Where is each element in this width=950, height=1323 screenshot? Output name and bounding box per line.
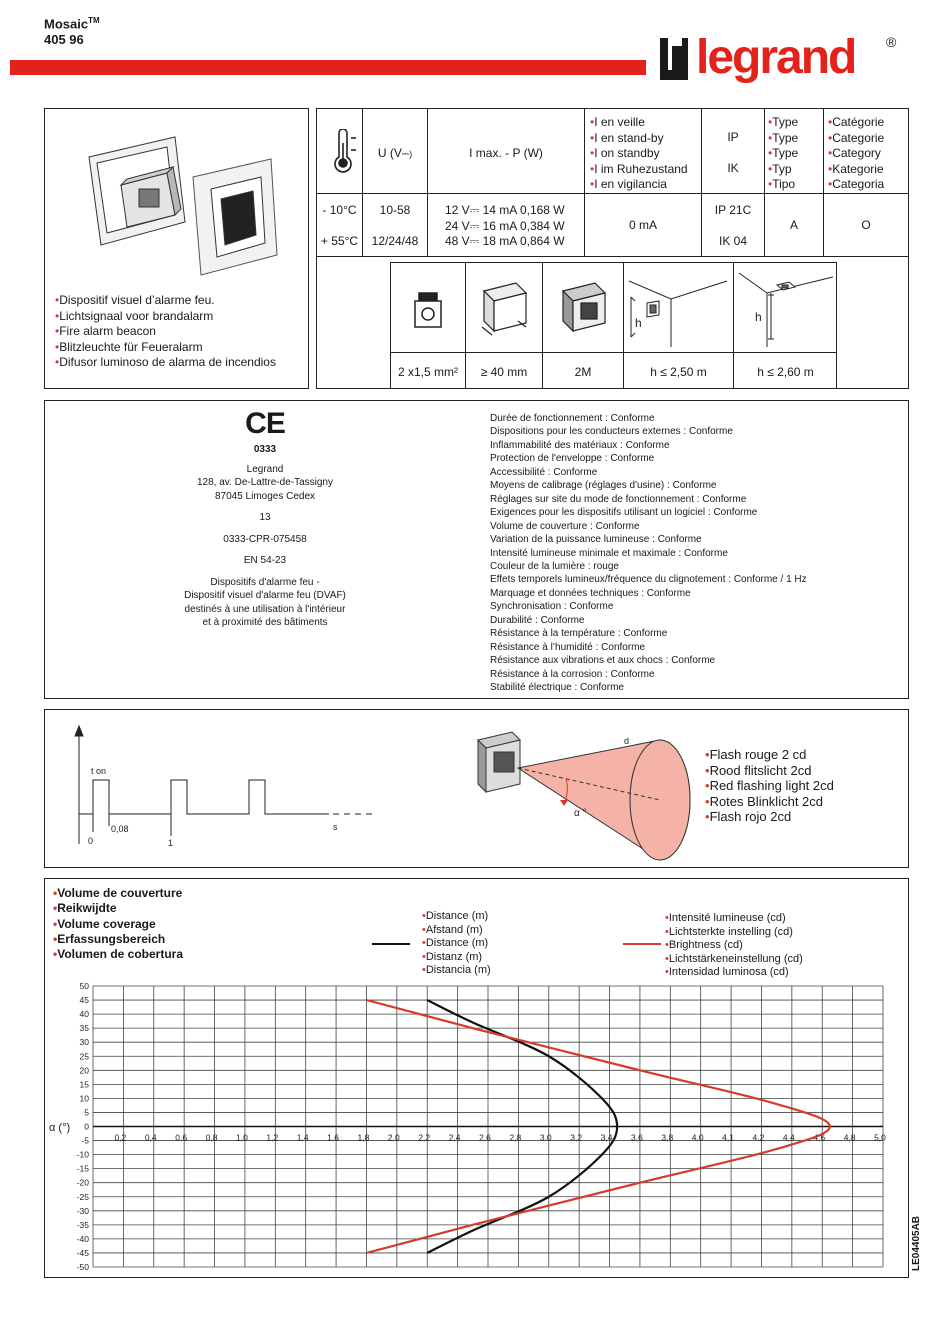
x-tick-label: 2,4 [448, 1132, 461, 1143]
ik-value: IK 04 [718, 234, 748, 248]
legend-entry: • Lichtstärkeneinstellung (cd) [665, 953, 803, 967]
terminal-icon [413, 291, 443, 329]
flash-label: • Flash rouge 2 cd [705, 747, 834, 763]
notified-body: 0333 [253, 444, 277, 455]
certificate-number: 0333-CPR-075458 [223, 533, 307, 545]
y-tick-label: 10 [79, 1093, 89, 1104]
characteristic-item: Moyens de calibrage (réglages d'usine) : Conforme [490, 480, 717, 492]
x-tick-label: 2,6 [479, 1132, 491, 1143]
voltage-header-text: U (V [377, 146, 402, 160]
certification-left [155, 443, 375, 630]
legend-entry: • Distance (m) [422, 937, 491, 951]
type-label: • Type [768, 146, 798, 162]
y-tick-label: -10 [76, 1149, 89, 1160]
characteristic-item: Dispositions pour les conducteurs externes : Conforme [490, 426, 733, 438]
x-tick-label: 1,0 [236, 1132, 248, 1143]
legend-entry: • Intensidad luminosa (cd) [665, 966, 803, 980]
y-tick-label: 25 [79, 1051, 89, 1062]
coverage-title: • Volume de couverture [53, 886, 183, 901]
legend-entry: • Distancia (m) [422, 964, 491, 978]
x-tick-label: 1,6 [327, 1132, 339, 1143]
install-modules: 2M [574, 365, 592, 379]
characteristic-item: Effets temporels lumineux/fréquence du clignotement : Conforme / 1 Hz [490, 574, 807, 586]
voltage-range: 10-58 [379, 203, 411, 217]
type-label: • Tipo [768, 177, 798, 193]
flash-label: • Rotes Blinklicht 2cd [705, 794, 834, 810]
type-value: A [789, 218, 798, 232]
y-tick-label: 30 [79, 1037, 89, 1048]
y-tick-label: 0 [84, 1121, 89, 1132]
install-wall-height: h ≤ 2,50 m [650, 365, 707, 379]
y-tick-label: 20 [79, 1065, 89, 1076]
flash-box [44, 709, 909, 868]
category-label: • Category [828, 146, 884, 162]
x-tick-label: 1,4 [296, 1132, 309, 1143]
y-tick-label: -5 [81, 1135, 89, 1146]
standby-label: • I en veille [590, 115, 688, 131]
x-tick-label: 0,8 [205, 1132, 218, 1143]
certification-box [44, 400, 909, 699]
category-labels [828, 115, 884, 193]
type-label: • Type [768, 115, 798, 131]
x-tick-label: 1,2 [266, 1132, 279, 1143]
current-row: 12 V⎓ 14 mA 0,168 W [445, 203, 565, 217]
x-tick-label: 4,0 [691, 1132, 704, 1143]
category-label: • Categoria [828, 177, 884, 193]
standby-label: • I en vigilancia [590, 177, 688, 193]
col-divider [584, 109, 585, 256]
install-table [390, 262, 837, 389]
header-red-bar [10, 60, 646, 75]
x-tick-label: 3,4 [600, 1132, 613, 1143]
registered-mark: ® [886, 34, 897, 50]
distance-label: d [624, 736, 630, 746]
intended-use-line: Dispositifs d'alarme feu - [210, 576, 320, 588]
timing-diagram [63, 722, 403, 857]
document-code: LE04405AB [911, 1215, 922, 1271]
characteristic-item: Intensité lumineuse minimale et maximale : Conforme [490, 547, 728, 559]
category-label: • Catégorie [828, 115, 884, 131]
y-tick-label: 50 [79, 981, 89, 991]
current-row: 24 V⎓ 16 mA 0,384 W [445, 218, 565, 233]
thermometer-icon [331, 129, 357, 177]
y-tick-label: 35 [79, 1023, 89, 1034]
alpha-axis-label: α (°) [49, 1122, 71, 1134]
x-tick-label: 0,6 [175, 1132, 188, 1143]
wall-mount-icon [627, 271, 731, 347]
characteristic-item: Résistance à la température : Conforme [490, 628, 668, 640]
x-tick-label: 3,6 [631, 1132, 643, 1143]
standby-label: • I on standby [590, 146, 688, 162]
ip-label: IP [727, 130, 739, 144]
y-tick-label: -35 [76, 1219, 89, 1230]
current-rows [445, 203, 565, 250]
product-title [44, 13, 100, 48]
x-tick-label: 4,6 [813, 1132, 826, 1143]
type-label: • Type [768, 131, 798, 147]
col-divider [823, 109, 824, 256]
pulse-waveform [79, 780, 329, 814]
standby-label: • I en stand-by [590, 131, 688, 147]
characteristic-item: Résistance à l’humidité : Conforme [490, 641, 646, 653]
type-labels [768, 115, 798, 193]
x-tick-label: 5,0 [874, 1132, 886, 1143]
x-tick-label: 3,0 [539, 1132, 552, 1143]
coverage-box [44, 878, 909, 1278]
coverage-title: • Reikwijdte [53, 901, 183, 916]
coverage-title: • Volumen de cobertura [53, 947, 183, 962]
voltage-steps: 12/24/48 [371, 234, 419, 248]
coverage-title: • Erfassungsbereich [53, 932, 183, 947]
module-icon [559, 277, 609, 337]
standby-label: • I im Ruhezustand [590, 162, 688, 178]
spec-table [316, 108, 909, 389]
flash-label: • Flash rojo 2cd [705, 809, 834, 825]
flash-label: • Red flashing light 2cd [705, 778, 834, 794]
description-de: • Blitzleuchte für Feueralarm [55, 340, 276, 356]
ceiling-mount-icon [737, 269, 835, 349]
angle-label: α ° [574, 808, 587, 819]
temp-max: + 55°C [320, 234, 359, 248]
x-tick-label: 3,8 [661, 1132, 674, 1143]
x-tick-label: 4,8 [843, 1132, 856, 1143]
characteristic-item: Variation de la puissance lumineuse : Conforme [490, 534, 702, 546]
y-tick-label: -30 [76, 1205, 89, 1216]
x-tick-label: 3,2 [570, 1132, 583, 1143]
y-tick-label: -45 [76, 1247, 89, 1258]
characteristic-item: Résistance aux vibrations et aux chocs : Conforme [490, 655, 716, 667]
legend-entry: • Brightness (cd) [665, 939, 803, 953]
install-ceiling-height: h ≤ 2,60 m [757, 365, 814, 379]
x-tick-label: 2,2 [418, 1132, 431, 1143]
product-illustration [75, 127, 285, 297]
voltage-unit: ⎓) [401, 149, 413, 159]
one-label: 1 [168, 838, 174, 848]
characteristic-item: Stabilité électrique : Conforme [490, 682, 624, 694]
col-divider [764, 109, 765, 256]
product-reference: 405 96 [44, 32, 84, 48]
flash-label: • Rood flitslicht 2cd [705, 763, 834, 779]
x-tick-label: 2,0 [387, 1132, 400, 1143]
type-label: • Typ [768, 162, 798, 178]
row-divider [317, 256, 908, 257]
imax-header: I max. - P (W) [469, 146, 543, 160]
standby-labels [590, 115, 688, 193]
x-tick-label: 1,8 [357, 1132, 370, 1143]
y-tick-label: -25 [76, 1191, 89, 1202]
address-line-1: 128, av. De-Lattre-de-Tassigny [197, 477, 333, 488]
col-divider [427, 109, 428, 256]
duration-label: 0,08 [111, 824, 129, 834]
characteristics-list [490, 412, 807, 695]
temp-min: - 10°C [322, 203, 357, 217]
product-name: Mosaic [44, 16, 89, 32]
characteristic-item: Volume de couverture : Conforme [490, 520, 640, 532]
y-tick-label: 5 [84, 1107, 89, 1118]
x-tick-label: 2,8 [509, 1132, 522, 1143]
x-tick-label: 4,1 [722, 1132, 734, 1143]
product-box [44, 108, 309, 389]
characteristic-item: Protection de l'enveloppe : Conforme [490, 453, 655, 465]
row-divider [317, 193, 908, 194]
characteristic-item: Durée de fonctionnement : Conforme [490, 413, 655, 424]
ik-label: IK [727, 161, 739, 175]
characteristic-item: Couleur de la lumière : rouge [490, 560, 619, 572]
x-tick-label: 0,2 [114, 1132, 127, 1143]
category-value: O [861, 218, 871, 232]
seconds-label: s [333, 822, 338, 832]
legend-entry: • Afstand (m) [422, 924, 491, 938]
intended-use-line: destinés à une utilisation à l'intérieur [184, 603, 346, 615]
y-tick-label: -40 [76, 1233, 89, 1244]
y-tick-label: -15 [76, 1163, 89, 1174]
characteristic-item: Durabilité : Conforme [490, 614, 585, 626]
trademark: TM [88, 16, 100, 25]
x-tick-label: 4,2 [752, 1132, 765, 1143]
characteristic-item: Synchronisation : Conforme [490, 601, 614, 613]
current-row: 48 V⎓ 18 mA 0,864 W [445, 234, 565, 248]
ce-mark: CE [245, 407, 285, 440]
y-tick-label: 15 [79, 1079, 89, 1090]
row-divider [391, 352, 836, 353]
category-label: • Categorie [828, 131, 884, 147]
description-en: • Fire alarm beacon [55, 324, 276, 340]
height-marker: h [755, 310, 762, 324]
y-tick-label: 45 [79, 995, 89, 1006]
standby-value: 0 mA [628, 218, 657, 232]
x-tick-label: 4,4 [782, 1132, 795, 1143]
legend-entry: • Intensité lumineuse (cd) [665, 912, 803, 926]
standard: EN 54-23 [243, 555, 287, 566]
t-on-label: t on [91, 766, 107, 776]
category-label: • Kategorie [828, 162, 884, 178]
ip-value: IP 21C [714, 203, 752, 217]
legend-entry: • Distance (m) [422, 910, 491, 924]
certification-year: 13 [259, 512, 271, 523]
intended-use-line: et à proximité des bâtiments [202, 617, 328, 628]
y-tick-label: -50 [76, 1262, 89, 1272]
characteristic-item: Résistance à la corrosion : Conforme [490, 668, 655, 680]
voltage-header [363, 146, 427, 163]
brand-wordmark: legrand [696, 31, 856, 84]
characteristic-item: Exigences pour les dispositifs utilisant un logiciel : Conforme [490, 507, 758, 519]
coverage-chart [45, 879, 908, 1277]
manufacturer: Legrand [246, 463, 284, 475]
coverage-title: • Volume coverage [53, 917, 183, 932]
zero-label: 0 [88, 836, 94, 846]
characteristic-item: Marquage et données techniques : Conforme [490, 587, 691, 599]
description-nl: • Lichtsignaal voor brandalarm [55, 309, 276, 325]
x-tick-label: 0,4 [144, 1132, 157, 1143]
characteristic-item: Réglages sur site du mode de fonctionnement : Conforme [490, 493, 747, 505]
address-line-2: 87045 Limoges Cedex [214, 490, 316, 502]
y-tick-label: 40 [79, 1009, 89, 1020]
characteristic-item: Accessibilité : Conforme [490, 466, 598, 478]
box-depth-icon [480, 277, 530, 337]
legend-entry: • Distanz (m) [422, 951, 491, 965]
legrand-logo [658, 32, 898, 90]
intended-use-line: Dispositif visuel d'alarme feu (DVAF) [184, 590, 346, 601]
install-wire: 2 x1,5 mm² [397, 365, 458, 379]
install-depth: ≥ 40 mm [480, 365, 528, 379]
height-marker: h [635, 316, 642, 330]
flash-labels [705, 747, 834, 825]
description-es: • Difusor luminoso de alarma de incendios [55, 355, 276, 371]
characteristic-item: Inflammabilité des matériaux : Conforme [490, 439, 670, 451]
description-fr: • Dispositif visuel d’alarme feu. [55, 293, 276, 309]
product-descriptions [55, 293, 276, 371]
y-tick-label: -20 [76, 1177, 89, 1188]
legend-entry: • Lichtsterkte instelling (cd) [665, 926, 803, 940]
